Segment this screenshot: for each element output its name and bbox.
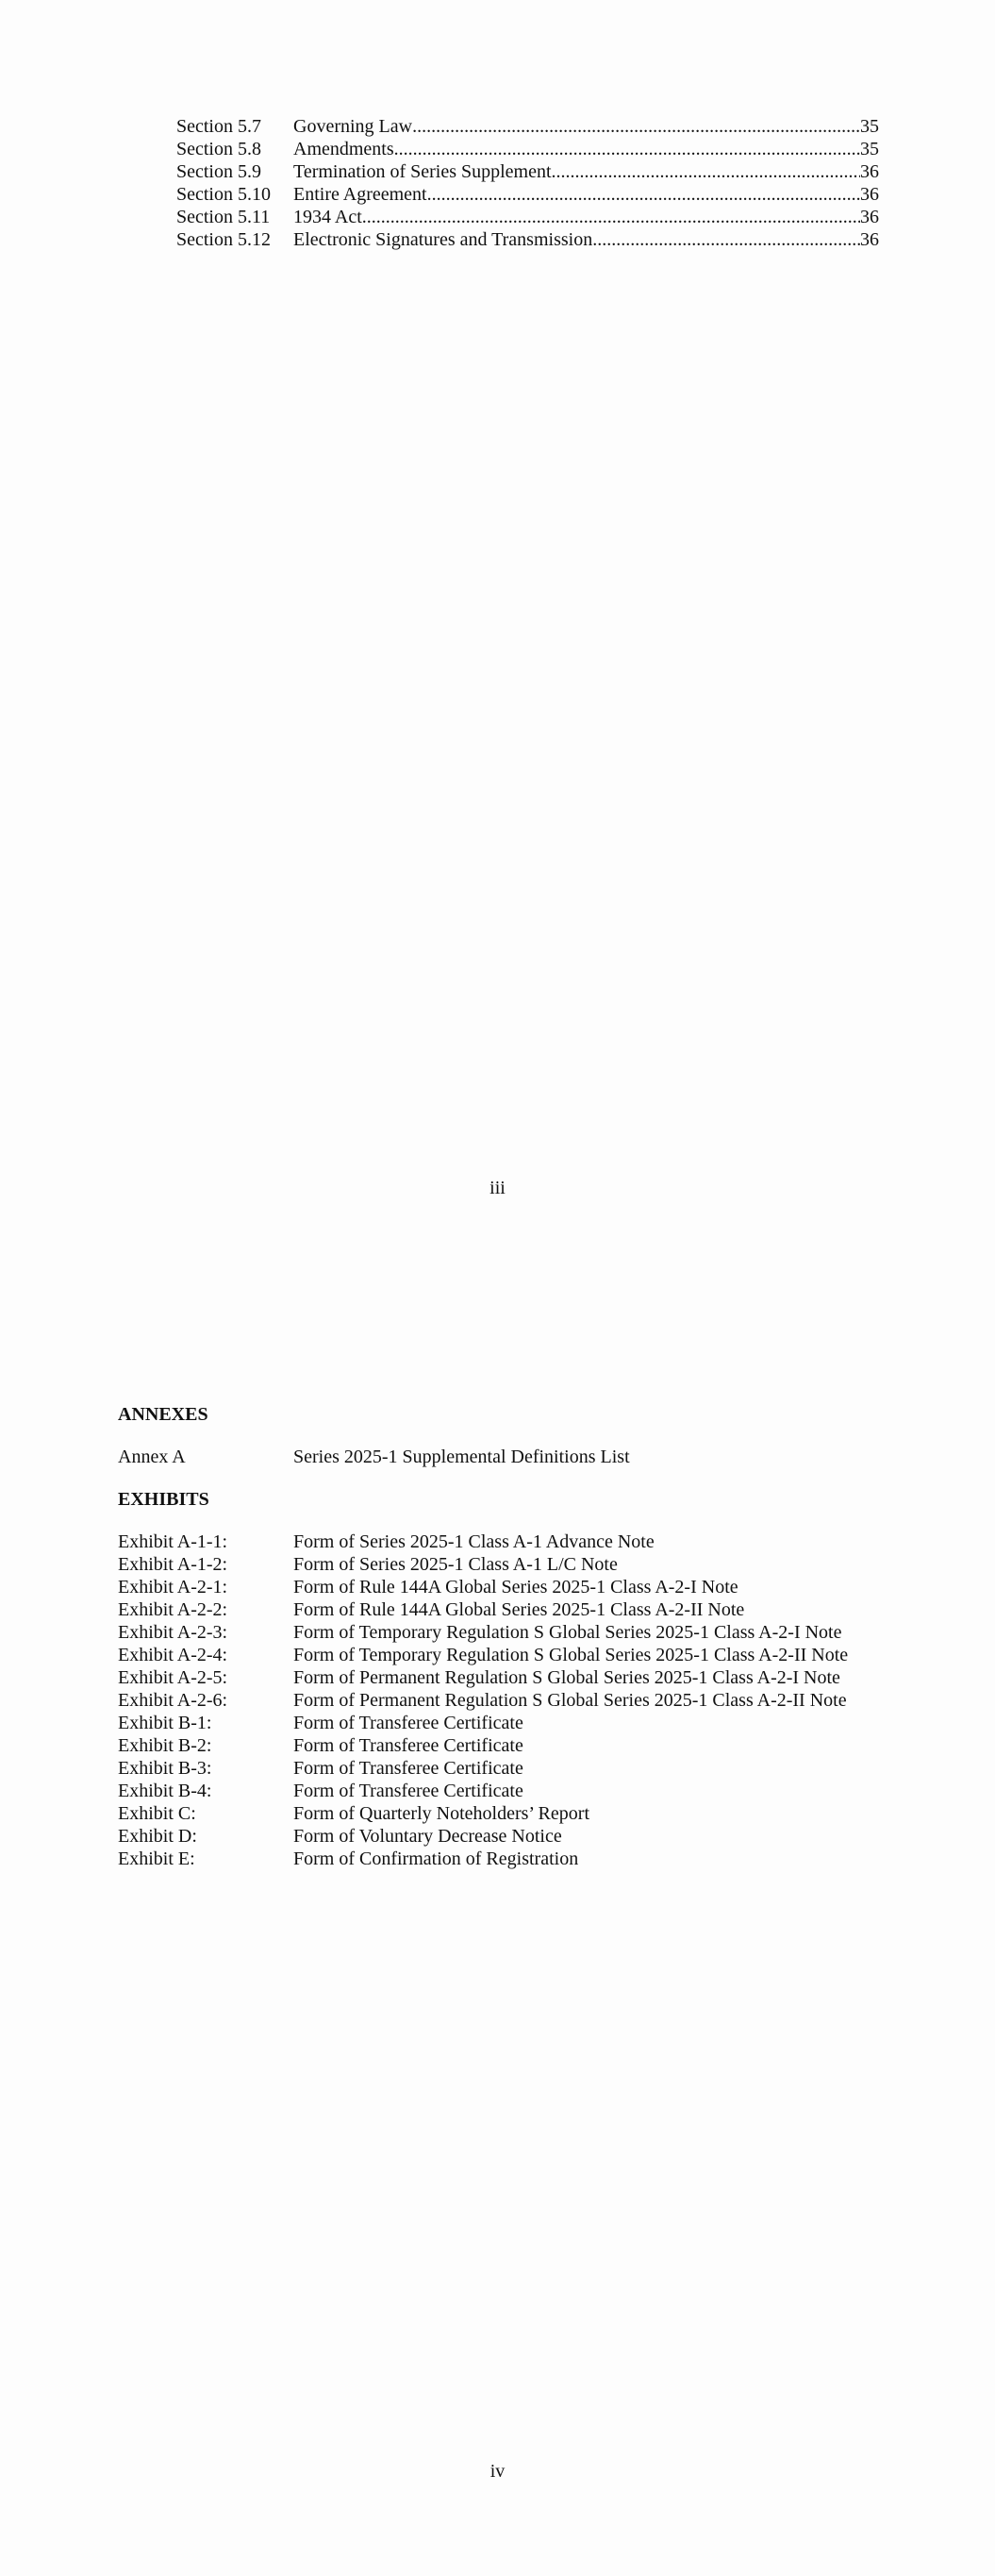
toc-entry — [176, 206, 879, 228]
toc-page-number: 36 — [860, 161, 879, 182]
exhibit-label: Exhibit D: — [118, 1826, 197, 1847]
exhibit-title: Form of Series 2025-1 Class A-1 Advance Note — [293, 1531, 655, 1552]
exhibit-title: Form of Permanent Regulation S Global Series 2025-1 Class A-2-I Note — [293, 1667, 840, 1688]
exhibit-entry — [118, 1621, 848, 1644]
exhibit-title: Form of Transferee Certificate — [293, 1781, 523, 1801]
exhibit-label: Exhibit A-2-4: — [118, 1645, 228, 1665]
toc-section-title: Governing Law — [293, 116, 413, 137]
exhibit-title: Form of Quarterly Noteholders’ Report — [293, 1803, 589, 1824]
exhibit-label: Exhibit A-2-5: — [118, 1667, 228, 1688]
exhibit-label: Exhibit A-2-2: — [118, 1599, 228, 1620]
exhibit-label: Exhibit B-3: — [118, 1758, 212, 1779]
exhibit-entry — [118, 1780, 848, 1802]
page-number: iv — [489, 2461, 506, 2482]
exhibit-title: Form of Transferee Certificate — [293, 1758, 523, 1779]
toc-page-number: 36 — [860, 229, 879, 250]
exhibit-entry — [118, 1825, 848, 1848]
toc-section-number: Section 5.11 — [176, 207, 271, 227]
exhibit-label: Exhibit A-1-2: — [118, 1554, 228, 1575]
table-of-contents — [176, 115, 879, 251]
exhibit-entry — [118, 1666, 848, 1689]
exhibit-entry — [118, 1531, 848, 1553]
toc-leader-dots — [362, 206, 860, 228]
exhibit-title: Form of Voluntary Decrease Notice — [293, 1826, 562, 1847]
exhibit-label: Exhibit A-1-1: — [118, 1531, 228, 1552]
toc-leader-dots — [427, 183, 860, 206]
toc-section-number: Section 5.7 — [176, 116, 261, 137]
toc-entry — [176, 138, 879, 160]
toc-section-number: Section 5.10 — [176, 184, 271, 205]
exhibit-label: Exhibit C: — [118, 1803, 196, 1824]
toc-leader-dots — [412, 115, 860, 138]
toc-page-number: 36 — [860, 184, 879, 205]
page-number: iii — [489, 1178, 506, 1198]
exhibit-title: Form of Transferee Certificate — [293, 1735, 523, 1756]
exhibit-entry — [118, 1712, 848, 1734]
toc-leader-dots — [394, 138, 860, 160]
toc-section-title: Entire Agreement — [293, 184, 427, 205]
toc-entry — [176, 160, 879, 183]
exhibit-entry — [118, 1689, 848, 1712]
exhibit-entry — [118, 1576, 848, 1598]
toc-entry — [176, 115, 879, 138]
toc-leader-dots — [552, 160, 860, 183]
annex-label: Annex A — [118, 1447, 186, 1467]
exhibit-label: Exhibit A-2-1: — [118, 1577, 228, 1597]
exhibit-label: Exhibit A-2-3: — [118, 1622, 228, 1643]
toc-section-number: Section 5.12 — [176, 229, 271, 250]
toc-leader-dots — [592, 228, 860, 251]
toc-entry — [176, 183, 879, 206]
exhibit-title: Form of Temporary Regulation S Global Series 2025-1 Class A-2-I Note — [293, 1622, 842, 1643]
exhibit-title: Form of Transferee Certificate — [293, 1713, 523, 1733]
exhibit-entry — [118, 1644, 848, 1666]
toc-page-number: 36 — [860, 207, 879, 227]
exhibit-entry — [118, 1802, 848, 1825]
toc-section-title: Electronic Signatures and Transmission — [293, 229, 593, 250]
exhibits-heading: EXHIBITS — [118, 1489, 209, 1510]
exhibit-entry — [118, 1848, 848, 1870]
exhibit-title: Form of Rule 144A Global Series 2025-1 Class A-2-II Note — [293, 1599, 745, 1620]
exhibit-label: Exhibit E: — [118, 1848, 195, 1869]
exhibit-entry — [118, 1757, 848, 1780]
exhibit-label: Exhibit B-2: — [118, 1735, 212, 1756]
exhibits-list — [118, 1531, 848, 1870]
exhibit-label: Exhibit A-2-6: — [118, 1690, 228, 1711]
exhibit-title: Form of Temporary Regulation S Global Series 2025-1 Class A-2-II Note — [293, 1645, 849, 1665]
exhibit-title: Form of Series 2025-1 Class A-1 L/C Note — [293, 1554, 618, 1575]
toc-entry — [176, 228, 879, 251]
exhibit-entry — [118, 1598, 848, 1621]
toc-page-number: 35 — [860, 116, 879, 137]
exhibit-entry — [118, 1734, 848, 1757]
toc-page-number: 35 — [860, 139, 879, 159]
exhibit-title: Form of Confirmation of Registration — [293, 1848, 579, 1869]
toc-section-title: Termination of Series Supplement — [293, 161, 552, 182]
exhibit-title: Form of Permanent Regulation S Global Series 2025-1 Class A-2-II Note — [293, 1690, 847, 1711]
exhibit-label: Exhibit B-1: — [118, 1713, 212, 1733]
annexes-heading: ANNEXES — [118, 1404, 208, 1425]
exhibit-label: Exhibit B-4: — [118, 1781, 212, 1801]
exhibit-title: Form of Rule 144A Global Series 2025-1 Class A-2-I Note — [293, 1577, 738, 1597]
exhibit-entry — [118, 1553, 848, 1576]
toc-section-title: Amendments — [293, 139, 394, 159]
annex-entry — [118, 1447, 630, 1468]
toc-section-number: Section 5.8 — [176, 139, 261, 159]
annex-title: Series 2025-1 Supplemental Definitions List — [293, 1447, 630, 1467]
toc-section-number: Section 5.9 — [176, 161, 261, 182]
toc-section-title: 1934 Act — [293, 207, 362, 227]
